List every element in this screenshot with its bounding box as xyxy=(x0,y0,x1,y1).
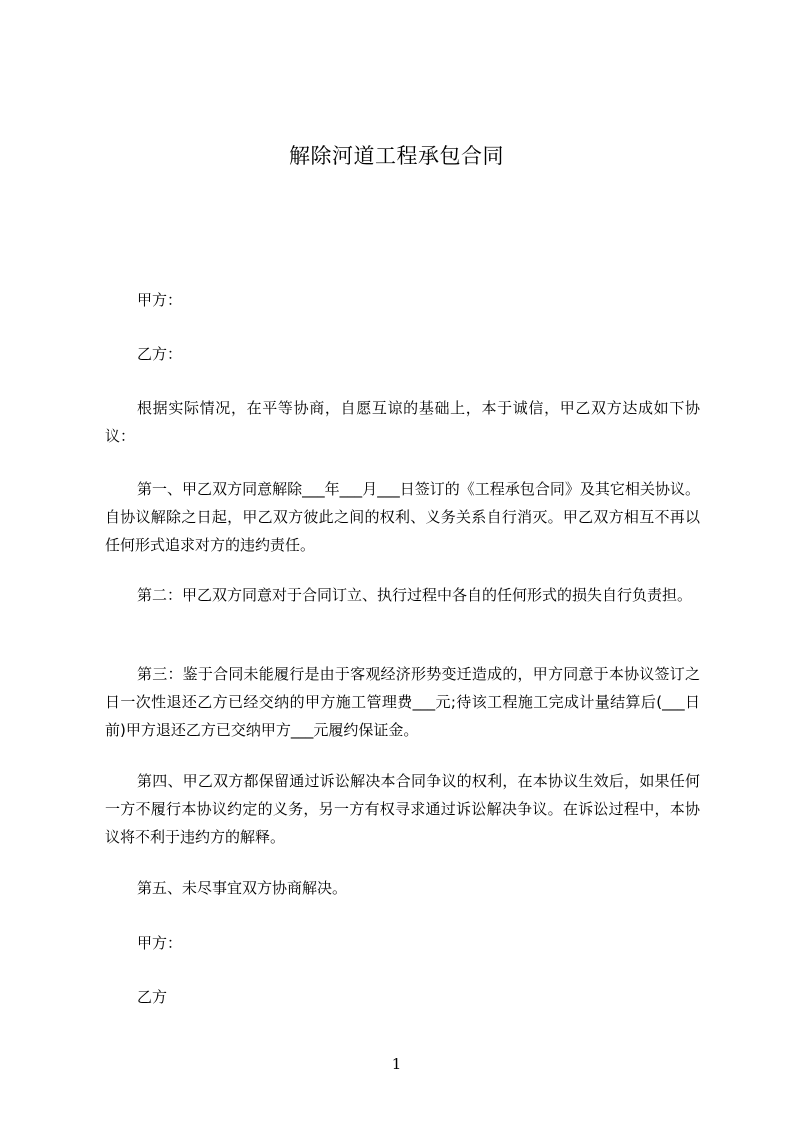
party-b-label: 乙方： xyxy=(137,345,183,363)
clause-5-paragraph: 第五、未尽事宜双方协商解决。 xyxy=(137,879,348,897)
party-a-label: 甲方： xyxy=(137,291,183,309)
page-number: 1 xyxy=(391,1055,402,1073)
clause-4-paragraph: 第四、甲乙双方都保留通过诉讼解决本合同争议的权利，在本协议生效后，如果任何一方不履行本协议约定的义务，另一方有权寻求通过诉讼解决争议。在诉讼过程中，本协议将不利于违约方的解释。 xyxy=(105,772,700,846)
clause-1-paragraph: 第一、甲乙双方同意解除___年___月___日签订的《工程承包合同》及其它相关协议。自协议解除之日起，甲乙双方彼此之间的权利、义务关系自行消灭。甲乙双方相互不再以任何形式追求对方的违约责任。 xyxy=(105,480,700,554)
signature-party-a: 甲方： xyxy=(137,934,183,952)
preamble-paragraph: 根据实际情况，在平等协商，自愿互谅的基础上，本于诚信，甲乙双方达成如下协议： xyxy=(105,399,700,445)
signature-party-b: 乙方 xyxy=(137,988,168,1006)
document-title: 解除河道工程承包合同 xyxy=(289,144,504,168)
clause-3-paragraph: 第三：鉴于合同未能履行是由于客观经济形势变迁造成的，甲方同意于本协议签订之日一次性退还乙方已经交纳的甲方施工管理费___元;待该工程施工完成计量结算后(___日前)甲方退还乙方已交纳甲方___元履约保证金。 xyxy=(105,665,700,739)
clause-2-paragraph: 第二：甲乙双方同意对于合同订立、执行过程中各自的任何形式的损失自行负责担。 xyxy=(137,586,693,604)
